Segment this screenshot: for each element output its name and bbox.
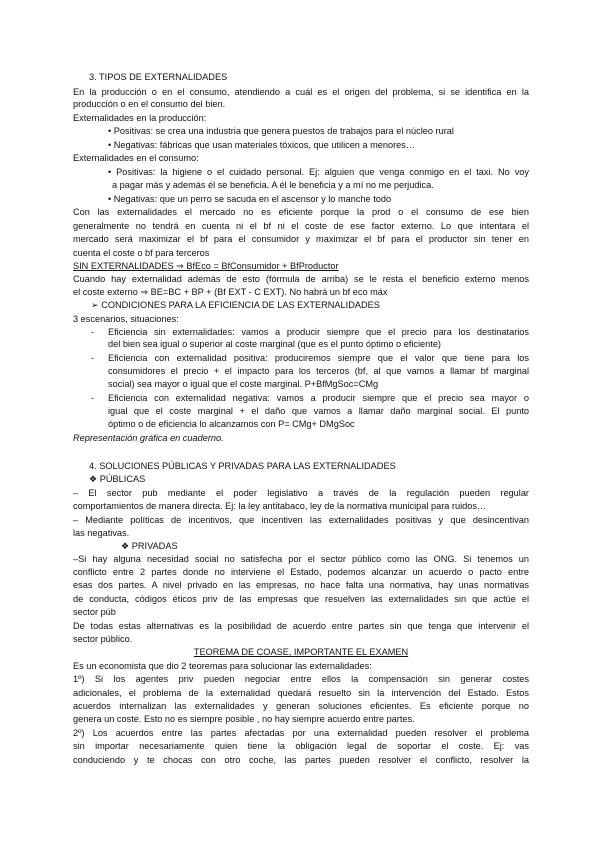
paragraph-line: 2º) Los acuerdos entre las partes afectadas por una externalidad pueden resolver el problema xyxy=(73,728,529,738)
subheading-public: ❖ PÚBLICAS xyxy=(89,474,146,484)
paragraph-line: Cuando hay externalidad además de esto (fórmula de arriba) se le resta el beneficio externo menos xyxy=(73,274,529,284)
dash-marker: - xyxy=(91,393,95,403)
paragraph-line: acuerdos internalizan las externalidades y generan soluciones eficientes. Es eficiente porque no xyxy=(73,701,529,711)
list-item-continued: óptimo o de eficiencia lo alcanzamos con P= CMg+ DMgSoc xyxy=(108,419,355,429)
bullet-item-continued: a pagar más y además él se beneficia. A él le beneficia y a mí no me perjudica. xyxy=(112,180,434,190)
paragraph-line: sector público. xyxy=(73,634,133,644)
dash-marker: - xyxy=(91,327,95,337)
paragraph-line: esas dos partes. A nivel privado en las empresas, no hace falta una normativa, hay unas normativas xyxy=(73,580,529,590)
bullet-item: • Negativas: que un perro se sacuda en el ascensor y lo manche todo xyxy=(108,194,392,204)
subheading-private: ❖ PRIVADAS xyxy=(121,541,178,551)
paragraph-line: En la producción o en el consumo, atendiendo a cuál es el origen del problema, si se identifica en la xyxy=(73,87,529,97)
paragraph-line: genera un coste. Esto no es siempre posible , no hay siempre acuerdo entre partes. xyxy=(73,714,415,724)
list-item-continued: igual que el coste marginal + el daño que vamos a llamar daño marginal social. El punto xyxy=(108,406,529,416)
paragraph-line: Es un economista que dio 2 teoremas para solucionar las externalidades: xyxy=(73,661,372,671)
paragraph-line: –Si hay alguna necesidad social no satisfecha por el sector público como las ONG. Si tenemos un xyxy=(73,554,529,564)
paragraph-line: 3 escenarios, situaciones: xyxy=(73,314,179,324)
list-item-continued: del bien sea igual o superior al coste marginal (que es el punto óptimo o eficiente) xyxy=(108,339,441,349)
subheading-production: Externalidades en la producción: xyxy=(73,113,207,123)
paragraph-line: 1º) Si los agentes priv pueden negociar entre ellos la compensación sin generar costes xyxy=(73,674,529,684)
list-item-continued: consumidores el precio + el impacto para los terceros (bf, al que vamos a llamar bf marginal xyxy=(108,366,529,376)
list-item-continued: social) sea mayor o igual que el coste marginal. P+BfMgSoc=CMg xyxy=(108,379,379,389)
heading-section-4: 4. SOLUCIONES PÚBLICAS Y PRIVADAS PARA LAS EXTERNALIDADES xyxy=(89,461,396,471)
bullet-item: • Positivas: se crea una industria que genera puestos de trabajos para el núcleo rural xyxy=(108,126,454,136)
paragraph-line: conduciendo y te chocas con otro coche, las partes pueden resolver el conflicto, resolver la xyxy=(73,755,529,765)
list-item: Eficiencia con externalidad positiva: produciremos siempre que el valor que tiene para los xyxy=(108,353,529,363)
paragraph-line: cuenta el coste o bf para terceros xyxy=(73,248,210,258)
paragraph-line: adicionales, el problema de la externalidad quedará resuelto sin la intervención del Estado. Estos xyxy=(73,688,529,698)
bullet-item: • Negativas: fábricas que usan materiales tóxicos, que utilicen a menores… xyxy=(108,140,416,150)
list-item: Eficiencia con externalidad negativa: vamos a producir siempre que el precio sea mayor o xyxy=(108,393,529,403)
paragraph-line: Con las externalidades el mercado no es eficiente porque la prod o el consumo de ese bien xyxy=(73,207,529,217)
note-line: Representación gráfica en cuaderno. xyxy=(73,433,224,443)
paragraph-line: mercado será maximizar el bf para el consumidor y maximizar el bf para el productor sin tener en xyxy=(73,234,529,244)
paragraph-line: – Mediante políticas de incentivos, que incentiven las externalidades positivas y que desincentivan xyxy=(73,515,529,525)
paragraph-line: conflicto entre 2 partes donde no interviene el Estado, podemos alcanzar un acuerdo o pacto entre xyxy=(73,567,529,577)
paragraph-line: De todas estas alternativas es la posibilidad de acuerdo entre partes sin que tenga que intervenir el xyxy=(73,621,529,631)
paragraph-line: el coste externo ⇒ BE=BC + BP + (Bf EXT - C EXT). No habrá un bf eco máx xyxy=(73,287,388,297)
paragraph-line: producción o en el consumo del bien. xyxy=(73,99,226,109)
subheading-consumption: Externalidades en el consumo: xyxy=(73,153,199,163)
paragraph-line: sector púb xyxy=(73,607,116,617)
paragraph-line: de conducta, códigos éticos priv de las empresas que resuelven las externalidades sin que actúe el xyxy=(73,594,529,604)
paragraph-line: – El sector pub mediante el poder legislativo a través de la regulación pueden regular xyxy=(73,488,529,498)
paragraph-line: sin importar necesariamente quien tiene la obligación legal de soportar el coste. Ej: vas xyxy=(73,741,529,751)
dash-marker: - xyxy=(91,353,95,363)
heading-coase-theorem: TEOREMA DE COASE, IMPORTANTE EL EXAMEN xyxy=(193,647,409,657)
bullet-item: • Positivas: la higiene o el cuidado personal. Ej: alguien que venga conmigo en el taxi. No voy xyxy=(108,167,529,177)
paragraph-line: comportamientos de manera directa. Ej: la ley antitabaco, ley de la normativa municipal para ruidos… xyxy=(73,501,487,511)
heading-section-3: 3. TIPOS DE EXTERNALIDADES xyxy=(89,72,228,82)
paragraph-line: generalmente no tendrá en cuenta ni el bf ni el coste de ese factor externo. Lo que intentara el xyxy=(73,221,529,231)
subheading-efficiency-conditions: ➢ CONDICIONES PARA LA EFICIENCIA DE LAS EXTERNALIDADES xyxy=(91,300,380,310)
list-item: Eficiencia sin externalidades: vamos a producir siempre que el precio para los destinatarios xyxy=(108,327,529,337)
formula-no-externalities: SIN EXTERNALIDADES ⇒ BfEco = BfConsumidor + BfProductor xyxy=(73,261,339,271)
paragraph-line: las negativas. xyxy=(73,528,130,538)
